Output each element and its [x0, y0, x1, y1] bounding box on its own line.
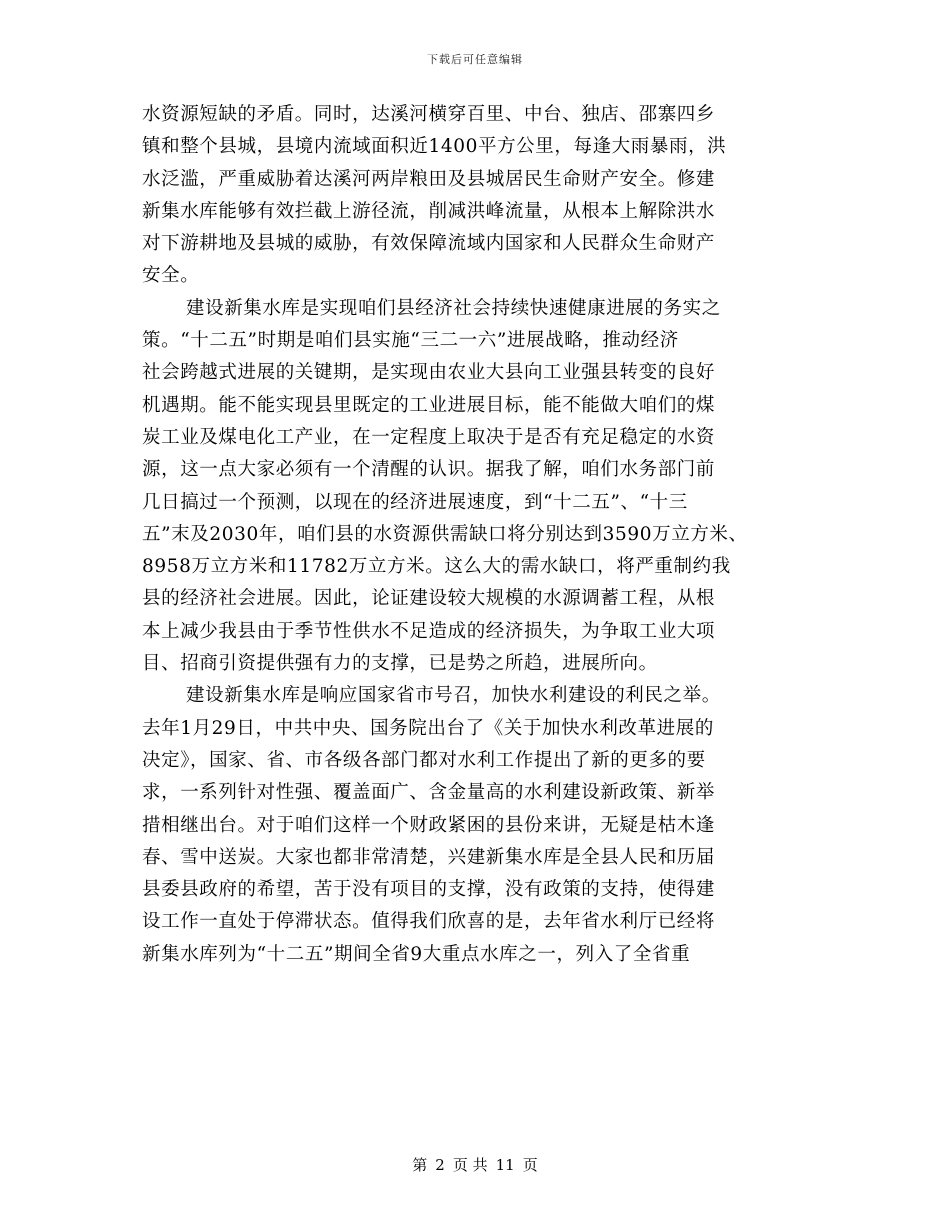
- text-line: 求，一系列针对性强、覆盖面广、含金量高的水利建设新政策、新举: [142, 782, 716, 804]
- text-line: 目、招商引资提供强有力的支撑，已是势之所趋，进展所向。: [142, 653, 658, 675]
- text-line: 水资源短缺的矛盾。同时，达溪河横穿百里、中台、独店、邵寨四乡: [142, 104, 716, 125]
- footer-suffix: 页: [522, 1156, 538, 1174]
- text-line: 五”末及2030年，咱们县的水资源供需缺口将分别达到3590万立方米、: [142, 523, 748, 545]
- text-line: 策。“十二五”时期是咱们县实施“三二一六”进展战略，推动经济: [142, 330, 679, 352]
- text-line: 县委县政府的希望，苦于没有项目的支撑，没有政策的支持，使得建: [142, 879, 716, 901]
- text-line: 去年1月29日，中共中央、国务院出台了《关于加快水利改革进展的: [142, 717, 714, 739]
- page-header: 下载后可任意编辑: [427, 53, 523, 66]
- total-pages-number: 11: [495, 1156, 515, 1174]
- text-line: 几日搞过一个预测，以现在的经济进展速度，到“十二五”、“十三: [142, 491, 688, 513]
- text-line: 8958万立方米和11782万立方米。这么大的需水缺口，将严重制约我: [142, 556, 731, 578]
- footer-middle: 页 共: [452, 1156, 488, 1174]
- text-line: 镇和整个县城，县境内流域面积近1400平方公里，每逢大雨暴雨，洪: [142, 136, 727, 158]
- text-line: 安全。: [142, 265, 200, 287]
- text-line: 设工作一直处于停滞状态。值得我们欣喜的是，去年省水利厅已经将: [142, 911, 716, 933]
- text-line: 社会跨越式进展的关键期，是实现由农业大县向工业强县转变的良好: [142, 362, 716, 384]
- footer-prefix: 第: [412, 1156, 428, 1174]
- text-line: 新集水库列为“十二五”期间全省9大重点水库之一，列入了全省重: [142, 943, 691, 965]
- text-line: 炭工业及煤电化工产业，在一定程度上取决于是否有充足稳定的水资: [142, 426, 716, 448]
- text-line: 措相继出台。对于咱们这样一个财政紧困的县份来讲，无疑是枯木逢: [142, 814, 716, 836]
- paragraph-first-line: 建设新集水库是实现咱们县经济社会持续快速健康进展的务实之: [186, 297, 721, 319]
- page-footer: [0, 1156, 950, 1174]
- paragraph-first-line: 建设新集水库是响应国家省市号召，加快水利建设的利民之举。: [186, 685, 721, 707]
- text-line: 水泛滥，严重威胁着达溪河两岸粮田及县城居民生命财产安全。修建: [142, 168, 716, 190]
- text-line: 机遇期。能不能实现县里既定的工业进展目标，能不能做大咱们的煤: [142, 394, 716, 416]
- current-page-number: 2: [435, 1156, 445, 1174]
- text-line: 本上减少我县由于季节性供水不足造成的经济损失，为争取工业大项: [142, 620, 716, 642]
- document-body: [142, 99, 802, 971]
- text-line: 源，这一点大家必须有一个清醒的认识。据我了解，咱们水务部门前: [142, 459, 716, 481]
- text-line: 县的经济社会进展。因此，论证建设较大规模的水源调蓄工程，从根: [142, 588, 716, 610]
- text-line: 新集水库能够有效拦截上游径流，削减洪峰流量，从根本上解除洪水: [142, 200, 716, 222]
- text-line: 春、雪中送炭。大家也都非常清楚，兴建新集水库是全县人民和历届: [142, 846, 716, 868]
- text-line: 决定》，国家、省、市各级各部门都对水利工作提出了新的更多的要: [142, 749, 706, 771]
- text-line: 对下游耕地及县城的威胁，有效保障流域内国家和人民群众生命财产: [142, 233, 716, 255]
